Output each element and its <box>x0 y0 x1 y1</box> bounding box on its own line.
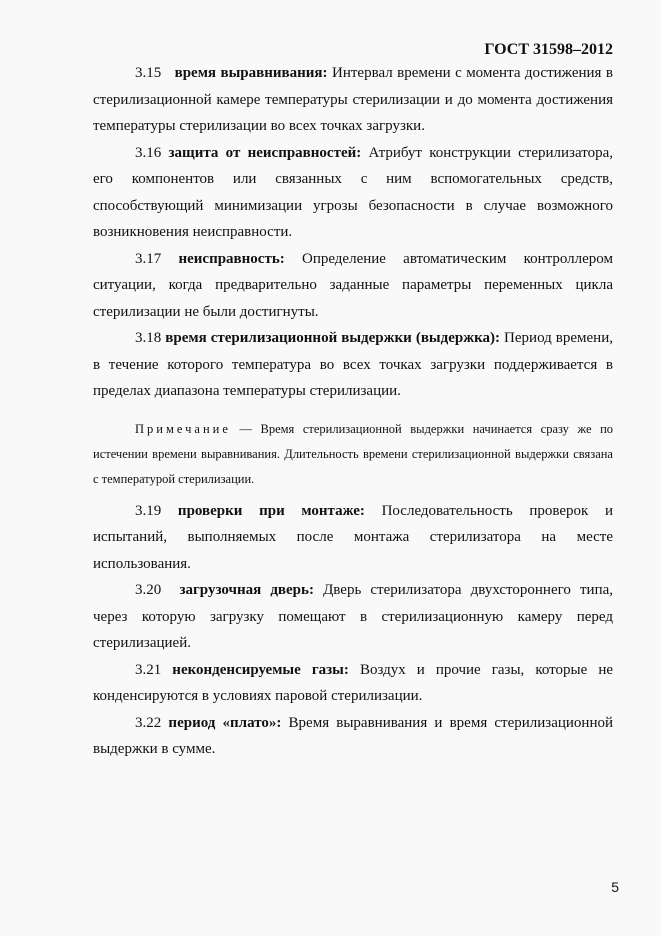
term-3-20: 3.20 загрузочная дверь: Дверь стерилизатора двухстороннего типа, через которую загрузку помещают в стерилизационную камеру перед стерилизацией. <box>93 582 614 651</box>
document-header: ГОСТ 31598–2012 <box>484 41 613 58</box>
term-3-22: 3.22 период «плато»: Время выравнивания и время стерилизационной выдержки в сумме. <box>93 714 614 757</box>
term-3-17: 3.17 неисправность: Определение автоматическим контроллером ситуации, когда предварительно заданные параметры переменных цикла стерилизации не были достигнуты. <box>93 250 614 320</box>
spacer <box>93 763 613 879</box>
note: Примечание — Время стерилизационной выдержки начинается сразу же по истечении времени выравнивания. Длительность времени стерилизационной выдержки связана с температурой стерилизации. <box>93 421 614 486</box>
term-3-19: 3.19 проверки при монтаже: Последовательность проверок и испытаний, выполняемых после монтажа стерилизатора на месте использования. <box>93 502 614 572</box>
term-3-16: 3.16 защита от неисправностей: Атрибут конструкции стерилизатора, его компонентов или связанных с ним вспомогательных средств, способствующий минимизации угрозы безопасности в случае возможного возникновения неисправности. <box>93 144 613 240</box>
page-number: 5 <box>611 879 619 895</box>
term-3-21: 3.21 неконденсируемые газы: Воздух и прочие газы, которые не конденсируются в условиях паровой стерилизации. <box>93 661 613 704</box>
term-3-15: 3.15 время выравнивания: Интервал времени с момента достижения в стерилизационной камере температуры стерилизации и до момента достижения температуры стерилизации во всех точках загрузки. <box>93 65 613 134</box>
term-3-18: 3.18 время стерилизационной выдержки (выдержка): Период времени, в течение которого температура во всех точках загрузки поддерживается в пределах диапазона температуры стерилизации. <box>93 330 613 399</box>
